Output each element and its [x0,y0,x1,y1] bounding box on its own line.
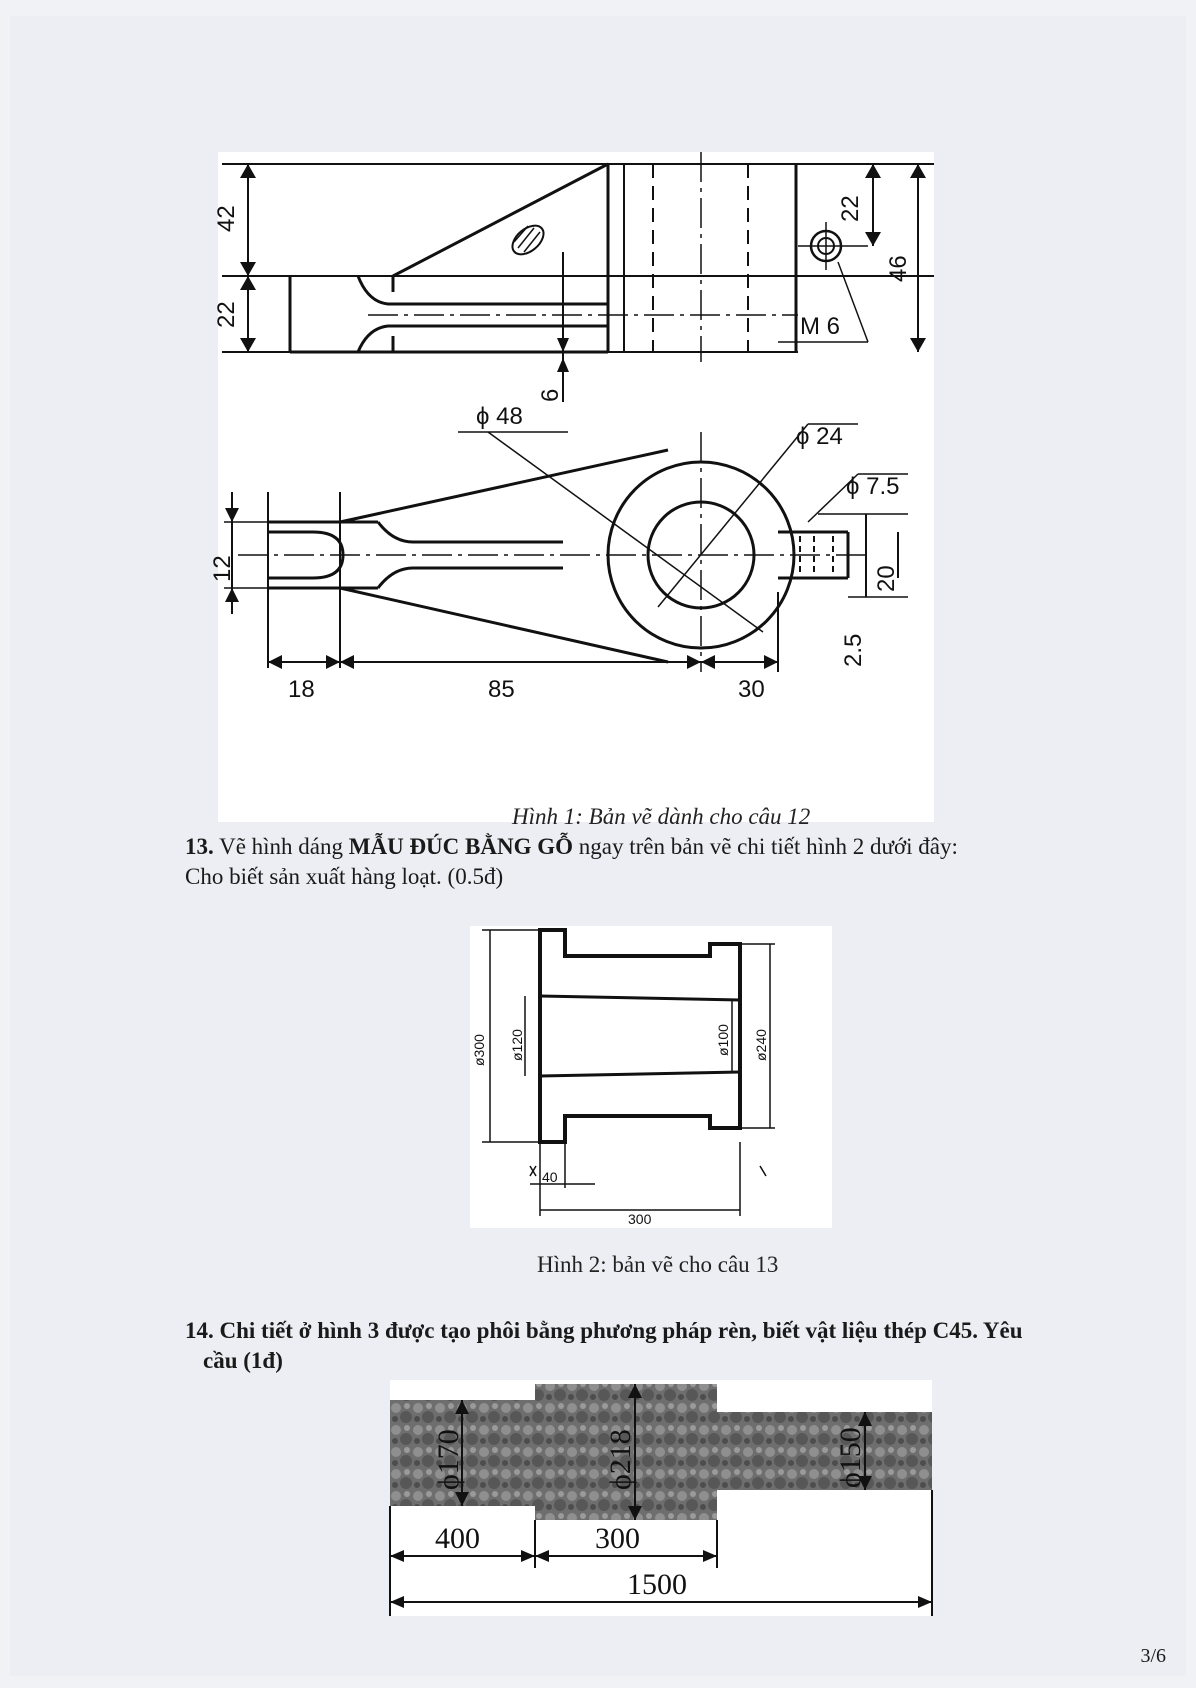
question-13-text-b: ngay trên bản vẽ chi tiết hình 2 dưới đây: [578,834,958,859]
dim-30: 30 [738,676,765,703]
dim-phi-170: ϕ170 [432,1429,465,1490]
dim-d300: ø300 [471,1034,487,1066]
dim-85: 85 [488,676,515,703]
figure-3-drawing [390,1380,932,1616]
dim-phi-218: ϕ218 [604,1429,637,1490]
dim-d240: ø240 [753,1029,769,1061]
dim-300-fig3: 300 [595,1522,640,1555]
dim-40: 40 [542,1169,558,1185]
dim-42: 42 [213,205,240,232]
dim-22-left: 22 [213,301,240,328]
dim-phi-48: ϕ 48 [476,403,523,430]
question-14 [185,1316,1023,1376]
dim-22-right: 22 [837,195,864,222]
figure-2-caption: Hình 2: bản vẽ cho câu 13 [537,1252,779,1277]
dim-6: 6 [537,388,564,402]
question-13-text-a: Vẽ hình dáng [219,834,344,859]
dim-d120: ø120 [509,1029,525,1061]
dim-300: 300 [628,1211,652,1227]
figure-1-drawing [209,152,934,822]
question-13 [185,832,958,892]
question-13-text-bold: MẪU ĐÚC BẰNG GỖ [348,834,574,859]
figure-2-drawing [470,926,832,1228]
question-13-line-2: Cho biết sản xuất hàng loạt. (0.5đ) [185,864,504,889]
dim-400: 400 [435,1522,480,1555]
dim-1500: 1500 [627,1568,687,1601]
dim-d100: ø100 [715,1024,731,1056]
dim-12: 12 [209,555,236,582]
dim-phi-24: ϕ 24 [796,423,843,450]
thread-m6: M 6 [800,313,841,340]
dim-20: 20 [873,565,900,592]
question-14-line-2: cầu (1đ) [203,1348,283,1373]
dim-2-5: 2.5 [840,633,867,667]
dim-phi-7-5: ϕ 7.5 [846,473,900,500]
question-14-line-1: Chi tiết ở hình 3 được tạo phôi bằng phương pháp rèn, biết vật liệu thép C45. Yêu [219,1318,1023,1343]
dim-18: 18 [288,676,315,703]
figure-1-caption: Hình 1: Bản vẽ dành cho câu 12 [512,804,811,829]
question-14-number: 14. [185,1318,214,1343]
page-number: 3/6 [1140,1645,1166,1667]
dim-phi-150: ϕ150 [834,1427,867,1488]
dim-46: 46 [885,255,912,282]
question-13-number: 13. [185,834,214,859]
